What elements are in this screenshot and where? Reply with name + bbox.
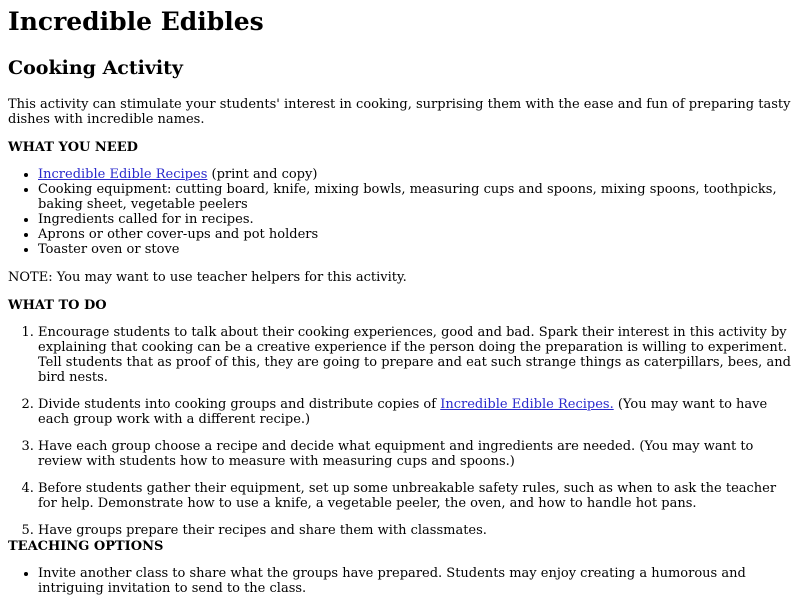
document-page <box>0 7 800 596</box>
what-you-need-heading: WHAT YOU NEED <box>8 140 138 155</box>
list-item: • Incredible Edible Recipes (print and copy) <box>38 167 792 182</box>
list-item: • Cooking equipment: cutting board, knife, mixing bowls, measuring cups and spoons, mixing spoons, toothpicks, baking sheet, vegetable peelers <box>38 182 792 212</box>
page-title: Incredible Edibles <box>8 7 264 36</box>
what-you-need-list <box>8 167 792 257</box>
list-item: • Toaster oven or stove <box>38 242 792 257</box>
note-paragraph: NOTE: You may want to use teacher helpers for this activity. <box>8 270 407 285</box>
recipes-link[interactable]: Incredible Edible Recipes. <box>440 397 614 412</box>
page-subtitle: Cooking Activity <box>8 57 183 79</box>
list-item: 4. Before students gather their equipment, set up some unbreakable safety rules, such as when to ask the teacher for help. Demonstrate how to use a knife, a vegetable peeler, the oven, and how to handle hot pans. <box>38 481 792 511</box>
list-item: 1. Encourage students to talk about their cooking experiences, good and bad. Spark their interest in this activity by explaining that cooking can be a creative experience if the person doing the preparation is willing to experiment. Tell students that as proof of this, they are going to prepare and eat such strange things as caterpillars, bees, and bird nests. <box>38 325 792 385</box>
what-to-do-list <box>8 325 792 538</box>
list-item: 2. Divide students into cooking groups and distribute copies of Incredible Edible Recipes. (You may want to have each group work with a different recipe.) <box>38 397 792 427</box>
list-item: 5. Have groups prepare their recipes and share them with classmates. <box>38 523 792 538</box>
teaching-options-heading: TEACHING OPTIONS <box>8 539 164 554</box>
what-to-do-heading: WHAT TO DO <box>8 298 107 313</box>
teaching-options-list <box>8 566 792 596</box>
list-item: • Ingredients called for in recipes. <box>38 212 792 227</box>
list-item: • Invite another class to share what the groups have prepared. Students may enjoy creating a humorous and intriguing invitation to send to the class. <box>38 566 792 596</box>
list-item: • Aprons or other cover-ups and pot holders <box>38 227 792 242</box>
list-item: 3. Have each group choose a recipe and decide what equipment and ingredients are needed. (You may want to review with students how to measure with measuring cups and spoons.) <box>38 439 792 469</box>
intro-paragraph: This activity can stimulate your students' interest in cooking, surprising them with the ease and fun of preparing tasty dishes with incredible names. <box>8 97 791 127</box>
recipes-link[interactable]: Incredible Edible Recipes <box>38 167 208 182</box>
